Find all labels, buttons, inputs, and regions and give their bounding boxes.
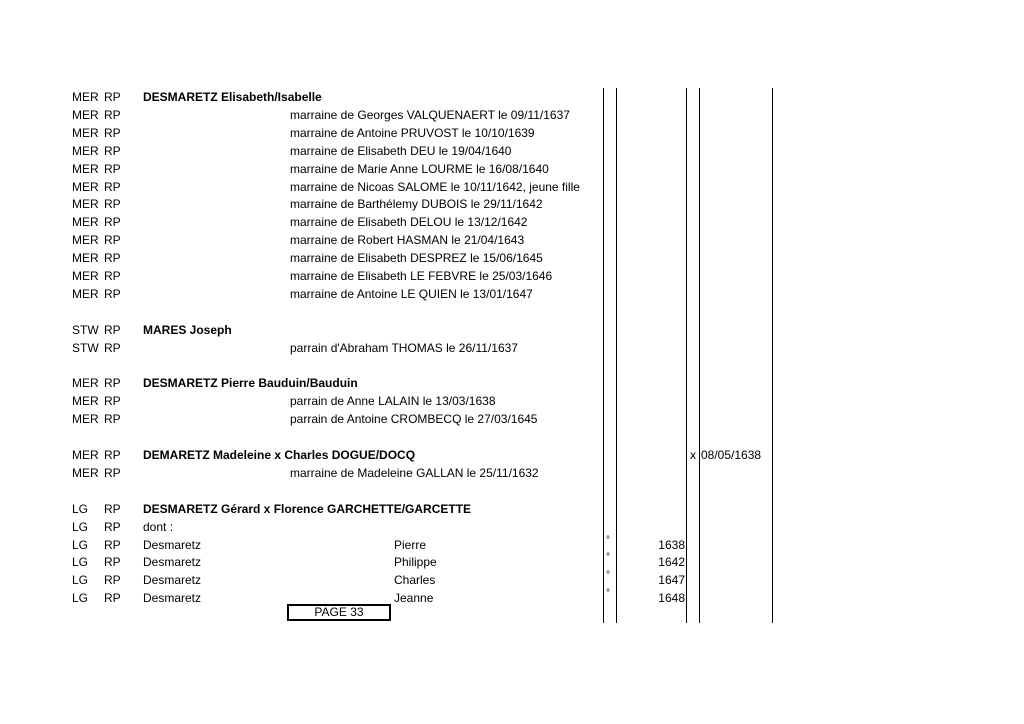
cell-loc: MER bbox=[72, 376, 99, 391]
cell-name: MARES Joseph bbox=[143, 322, 232, 337]
cell-src: RP bbox=[104, 519, 121, 534]
cell-src: RP bbox=[104, 251, 121, 266]
cell-name: Desmaretz bbox=[143, 591, 202, 606]
cell-name: DESMARETZ Gérard x Florence GARCHETTE/GARCETTE bbox=[143, 501, 472, 516]
cell-src: RP bbox=[104, 179, 121, 194]
cell-src: RP bbox=[104, 143, 121, 158]
register-row bbox=[0, 124, 1024, 142]
cell-name: Desmaretz bbox=[143, 573, 202, 588]
cell-desc: marraine de Georges VALQUENAERT le 09/11/1637 bbox=[290, 107, 570, 122]
cell-src: RP bbox=[104, 537, 121, 552]
cell-desc: marraine de Barthélemy DUBOIS le 29/11/1642 bbox=[290, 197, 543, 212]
cell-src: RP bbox=[104, 555, 121, 570]
cell-name: DESMARETZ Elisabeth/Isabelle bbox=[143, 90, 322, 104]
cell-loc: MER bbox=[72, 215, 99, 230]
cell-desc: marraine de Antoine PRUVOST le 10/10/1639 bbox=[290, 125, 535, 140]
cell-desc: marraine de Elisabeth DESPREZ le 15/06/1645 bbox=[290, 251, 543, 266]
cell-desc: marraine de Marie Anne LOURME le 16/08/1640 bbox=[290, 161, 549, 176]
cell-loc: MER bbox=[72, 107, 99, 122]
cell-src: RP bbox=[104, 465, 121, 480]
register-row bbox=[0, 106, 1024, 124]
cell-name: DEMARETZ Madeleine x Charles DOGUE/DOCQ bbox=[143, 448, 416, 462]
cell-src: RP bbox=[104, 161, 121, 176]
blank-row bbox=[0, 428, 1024, 446]
cell-deg: ° bbox=[606, 534, 610, 546]
register-row bbox=[0, 553, 1024, 571]
register-row bbox=[0, 178, 1024, 196]
cell-src: RP bbox=[104, 286, 121, 301]
cell-desc: marraine de Madeleine GALLAN le 25/11/1632 bbox=[290, 465, 539, 480]
register-row bbox=[0, 231, 1024, 249]
cell-loc: MER bbox=[72, 233, 99, 248]
cell-src: RP bbox=[104, 376, 121, 391]
register-row bbox=[0, 195, 1024, 213]
cell-loc: MER bbox=[72, 179, 99, 194]
cell-src: RP bbox=[104, 448, 121, 462]
cell-year: 1642 bbox=[658, 555, 685, 570]
cell-child: Philippe bbox=[394, 555, 437, 570]
column-divider bbox=[772, 88, 773, 623]
cell-src: RP bbox=[104, 197, 121, 212]
register-row bbox=[0, 518, 1024, 536]
cell-loc: LG bbox=[72, 591, 89, 606]
cell-src: RP bbox=[104, 322, 121, 337]
register-row bbox=[0, 446, 1024, 464]
cell-loc: MER bbox=[72, 448, 99, 462]
cell-src: RP bbox=[104, 215, 121, 230]
register-row bbox=[0, 374, 1024, 392]
cell-src: RP bbox=[104, 125, 121, 140]
cell-desc: marraine de Robert HASMAN le 21/04/1643 bbox=[290, 233, 525, 248]
cell-src: RP bbox=[104, 107, 121, 122]
cell-src: RP bbox=[104, 591, 121, 606]
cell-desc: parrain d'Abraham THOMAS le 26/11/1637 bbox=[290, 340, 518, 355]
cell-loc: MER bbox=[72, 251, 99, 266]
cell-date: 08/05/1638 bbox=[701, 448, 762, 462]
cell-loc: LG bbox=[72, 573, 89, 588]
cell-year: 1638 bbox=[658, 537, 685, 552]
cell-mark: x bbox=[690, 448, 696, 462]
register-row bbox=[0, 571, 1024, 589]
cell-loc: MER bbox=[72, 90, 99, 104]
cell-child: Pierre bbox=[394, 537, 427, 552]
cell-src: RP bbox=[104, 233, 121, 248]
cell-loc: MER bbox=[72, 161, 99, 176]
cell-src: RP bbox=[104, 269, 121, 283]
blank-row bbox=[0, 482, 1024, 500]
cell-loc: MER bbox=[72, 394, 99, 409]
register-row bbox=[0, 88, 1024, 106]
cell-src: RP bbox=[104, 412, 121, 427]
cell-loc: LG bbox=[72, 519, 89, 534]
cell-loc: MER bbox=[72, 465, 99, 480]
cell-loc: MER bbox=[72, 286, 99, 301]
register-row bbox=[0, 285, 1024, 303]
page-number-box: PAGE 33 bbox=[287, 604, 391, 621]
register-row bbox=[0, 410, 1024, 428]
cell-src: RP bbox=[104, 340, 121, 355]
blank-row bbox=[0, 303, 1024, 321]
cell-deg: ° bbox=[606, 570, 610, 582]
register-row bbox=[0, 142, 1024, 160]
register-row bbox=[0, 321, 1024, 339]
cell-loc: MER bbox=[72, 197, 99, 212]
register-row bbox=[0, 339, 1024, 357]
cell-desc: marraine de Elisabeth LE FEBVRE le 25/03/1646 bbox=[290, 269, 553, 283]
cell-loc: MER bbox=[72, 125, 99, 140]
cell-name: dont : bbox=[143, 519, 174, 534]
cell-src: RP bbox=[104, 573, 121, 588]
cell-desc: marraine de Elisabeth DEU le 19/04/1640 bbox=[290, 143, 512, 158]
cell-child: Charles bbox=[394, 573, 436, 588]
cell-loc: MER bbox=[72, 412, 99, 427]
blank-row bbox=[0, 357, 1024, 375]
column-divider bbox=[616, 88, 617, 623]
cell-desc: marraine de Elisabeth DELOU le 13/12/1642 bbox=[290, 215, 528, 230]
cell-src: RP bbox=[104, 90, 121, 104]
register-row bbox=[0, 392, 1024, 410]
cell-src: RP bbox=[104, 501, 121, 516]
cell-loc: LG bbox=[72, 501, 89, 516]
cell-name: Desmaretz bbox=[143, 537, 202, 552]
cell-loc: LG bbox=[72, 537, 89, 552]
cell-desc: parrain de Anne LALAIN le 13/03/1638 bbox=[290, 394, 496, 409]
cell-deg: ° bbox=[606, 552, 610, 564]
cell-loc: STW bbox=[72, 322, 99, 337]
cell-deg: ° bbox=[606, 588, 610, 600]
register-row bbox=[0, 249, 1024, 267]
cell-loc: MER bbox=[72, 269, 99, 283]
cell-desc: marraine de Nicoas SALOME le 10/11/1642, jeune fille bbox=[290, 179, 580, 194]
register-row bbox=[0, 536, 1024, 554]
cell-loc: STW bbox=[72, 340, 99, 355]
register-row bbox=[0, 213, 1024, 231]
cell-desc: parrain de Antoine CROMBECQ le 27/03/1645 bbox=[290, 412, 538, 427]
register-row bbox=[0, 464, 1024, 482]
register-row bbox=[0, 160, 1024, 178]
cell-year: 1648 bbox=[658, 591, 685, 606]
column-divider bbox=[603, 88, 604, 623]
cell-loc: LG bbox=[72, 555, 89, 570]
cell-src: RP bbox=[104, 394, 121, 409]
column-divider bbox=[686, 88, 687, 623]
cell-name: DESMARETZ Pierre Bauduin/Bauduin bbox=[143, 376, 358, 391]
cell-year: 1647 bbox=[658, 573, 685, 588]
cell-desc: marraine de Antoine LE QUIEN le 13/01/1647 bbox=[290, 286, 533, 301]
column-divider bbox=[699, 88, 700, 623]
cell-name: Desmaretz bbox=[143, 555, 202, 570]
register-row bbox=[0, 267, 1024, 285]
register-row bbox=[0, 500, 1024, 518]
cell-child: Jeanne bbox=[394, 591, 434, 606]
register-row bbox=[0, 589, 1024, 607]
cell-loc: MER bbox=[72, 143, 99, 158]
